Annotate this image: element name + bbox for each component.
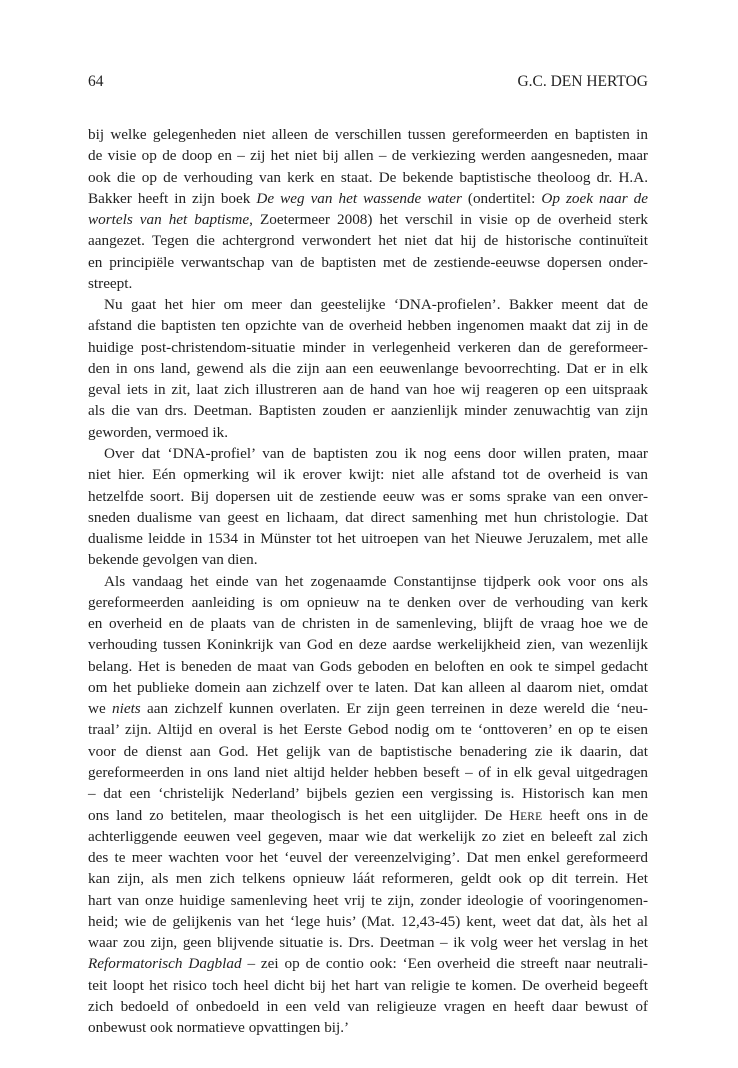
text-line: onbewust ook normatieve opvattingen bij.’ — [88, 1019, 350, 1037]
text-line: hetzelfde soort. Bij dopersen uit de zestiende eeuw was er soms sprake van een onver- — [88, 487, 648, 505]
text-line — [88, 953, 648, 974]
text-line: Nu gaat het hier om meer dan geestelijke ‘DNA-profielen’. Bakker meent dat de — [104, 296, 648, 314]
text-line: kan zijn, als men zich telkens opnieuw láát reformeren, geldt ook op dit terrein. Het — [88, 870, 648, 888]
text-line — [88, 188, 648, 209]
text-line: als die van drs. Deetman. Baptisten zouden er aanzienlijk minder zenuwachtig van zijn — [88, 402, 648, 420]
text-line: streept. — [88, 274, 133, 292]
text-line: traal’ zijn. Altijd en overal is het Eerste Gebod nodig om te ‘onttoveren’ en op te eisen — [88, 721, 648, 739]
text-line: den in ons land, gewend als die zijn aan een eeuwenlange bevoorrechting. Dat er in elk — [88, 359, 648, 377]
text-run: Bakker heeft in zijn boek — [88, 189, 257, 207]
text-line: en overheid en de plaats van de christen in de samenleving, blijft de vraag hoe we de — [88, 615, 648, 633]
text-line: teit loopt het risico toch heel dicht bij het hart van religie te komen. De overheid begeeft — [88, 976, 648, 994]
text-line: aangezet. Tegen die achtergrond verwondert het niet dat hij de historische continuïteit — [88, 232, 648, 250]
text-line: gereformeerden aanleiding is om opnieuw na te denken over de verhouding van kerk — [88, 593, 648, 611]
paragraph — [88, 443, 648, 571]
text-run: we — [88, 700, 113, 718]
book-title: De weg van het wassende water — [256, 189, 462, 207]
text-line: bekende gevolgen van dien. — [88, 551, 258, 569]
text-line: Over dat ‘DNA-profiel’ van de baptisten zou ik nog eens door willen praten, maar — [104, 444, 648, 462]
text-line: geval iets in zit, laat zich illustreren aan de hand van hoe wij reageren op een uitspraak — [88, 381, 648, 399]
paragraph — [88, 294, 648, 443]
text-line: afstand die baptisten ten opzichte van de overheid hebben ingenomen maakt dat zij in de — [88, 317, 648, 335]
emphasis: niets — [112, 700, 141, 718]
text-line: dualisme leidde in 1534 in Münster tot het uitroepen van het Nieuwe Jeruzalem, met alle — [88, 530, 648, 548]
book-subtitle: Op zoek naar de — [541, 189, 648, 207]
text-line: bij welke gelegenheden niet alleen de verschillen tussen gereformeerden en baptisten in — [88, 126, 648, 143]
text-line: geworden, vermoed ik. — [88, 423, 229, 441]
book-page — [88, 72, 648, 1038]
text-line: verhouding tussen Koninkrijk van God en deze aardse werkelijkheid zien, van wezenlijk — [88, 636, 648, 654]
text-line: om het publieke domein aan zichzelf over te laten. Dat kan alleen al daarom niet, omdat — [88, 678, 648, 696]
text-run: aan zichzelf kunnen overlaten. Er zijn geen terreinen in deze wereld die ‘neu- — [140, 700, 648, 718]
paragraph — [88, 571, 648, 1039]
text-run: ons land zo betitelen, maar theologisch is het een uitglijder. De H — [88, 806, 521, 824]
text-line: huidige post-christendom-situatie minder in verlegenheid verkeren dan de gereformeer- — [88, 338, 648, 356]
text-line: voor de dienst aan God. Het gelijk van de baptistische benadering zie ik daarin, dat — [88, 742, 648, 760]
text-line: heid; wie de gelijkenis van het ‘lege huis’ (Mat. 12,43-45) kent, weet dat dat, àls het al — [88, 912, 648, 930]
text-line: – dat een ‘christelijk Nederland’ bijbels gezien een vergissing is. Historisch kan men — [88, 785, 648, 803]
text-line: ook die op de verhouding van kerk en staat. De bekende baptistische theoloog dr. H.A. — [88, 168, 648, 186]
body-text — [88, 124, 648, 1038]
text-line: belang. Het is beneden de maat van Gods geboden en beloften en ook te simpel gedacht — [88, 657, 648, 675]
text-run: (ondertitel: — [461, 189, 542, 207]
text-line — [88, 209, 648, 230]
text-line: niet hier. Eén opmerking wil ik erover kwijt: niet alle afstand tot de overheid is van — [88, 466, 648, 484]
newspaper-title: Reformatorisch Dagblad — [88, 955, 242, 973]
text-run: heeft ons in de — [542, 806, 648, 824]
page-number: 64 — [88, 73, 104, 90]
text-line: hart van onze huidige samenleving heet vrij te zijn, zonder ideologie of vooringenomen- — [88, 891, 648, 909]
text-line: zich bedoeld of onbedoeld in een veld van religieuze vragen en heeft daar bewust of — [88, 997, 648, 1015]
text-line: achterliggende eeuwen veel gegeven, maar wie dat werkelijk zo ziet en beleeft zal zich — [88, 827, 648, 845]
text-line: Als vandaag het einde van het zogenaamde Constantijnse tijdperk ook voor ons als — [104, 572, 648, 590]
book-subtitle: wortels van het baptisme — [88, 211, 250, 229]
text-line — [88, 805, 648, 826]
text-line: de visie op de doop en – zij het niet bij allen – de verkiezing werden aangesneden, maar — [88, 147, 648, 165]
running-head-author: G.C. DEN HERTOG — [517, 73, 648, 90]
text-line: des te meer wachten voor het ‘euvel der vereenzelviging’. Dat men enkel gereformeerd — [88, 849, 648, 867]
text-line: en principiële verwantschap van de baptisten met de zestiende-eeuwse dopersen onder- — [88, 253, 648, 271]
running-head — [88, 72, 648, 92]
text-run: – zei op de contio ook: ‘Een overheid die streeft naar neutrali- — [241, 955, 648, 973]
text-run: , Zoetermeer 2008) het verschil in visie op de overheid sterk — [249, 211, 648, 229]
text-line: gereformeerden in ons land niet altijd helder hebben beseft – of in elk geval uitgedragen — [88, 763, 648, 781]
text-line: waar zou zijn, geen blijvende situatie is. Drs. Deetman – ik volg weer het verslag in het — [88, 934, 648, 952]
paragraph — [88, 124, 648, 294]
text-line: sneden dualisme van geest en lichaam, dat direct samenhing met hun christologie. Dat — [88, 508, 648, 526]
small-caps: ERE — [520, 810, 543, 823]
text-line — [88, 698, 648, 719]
